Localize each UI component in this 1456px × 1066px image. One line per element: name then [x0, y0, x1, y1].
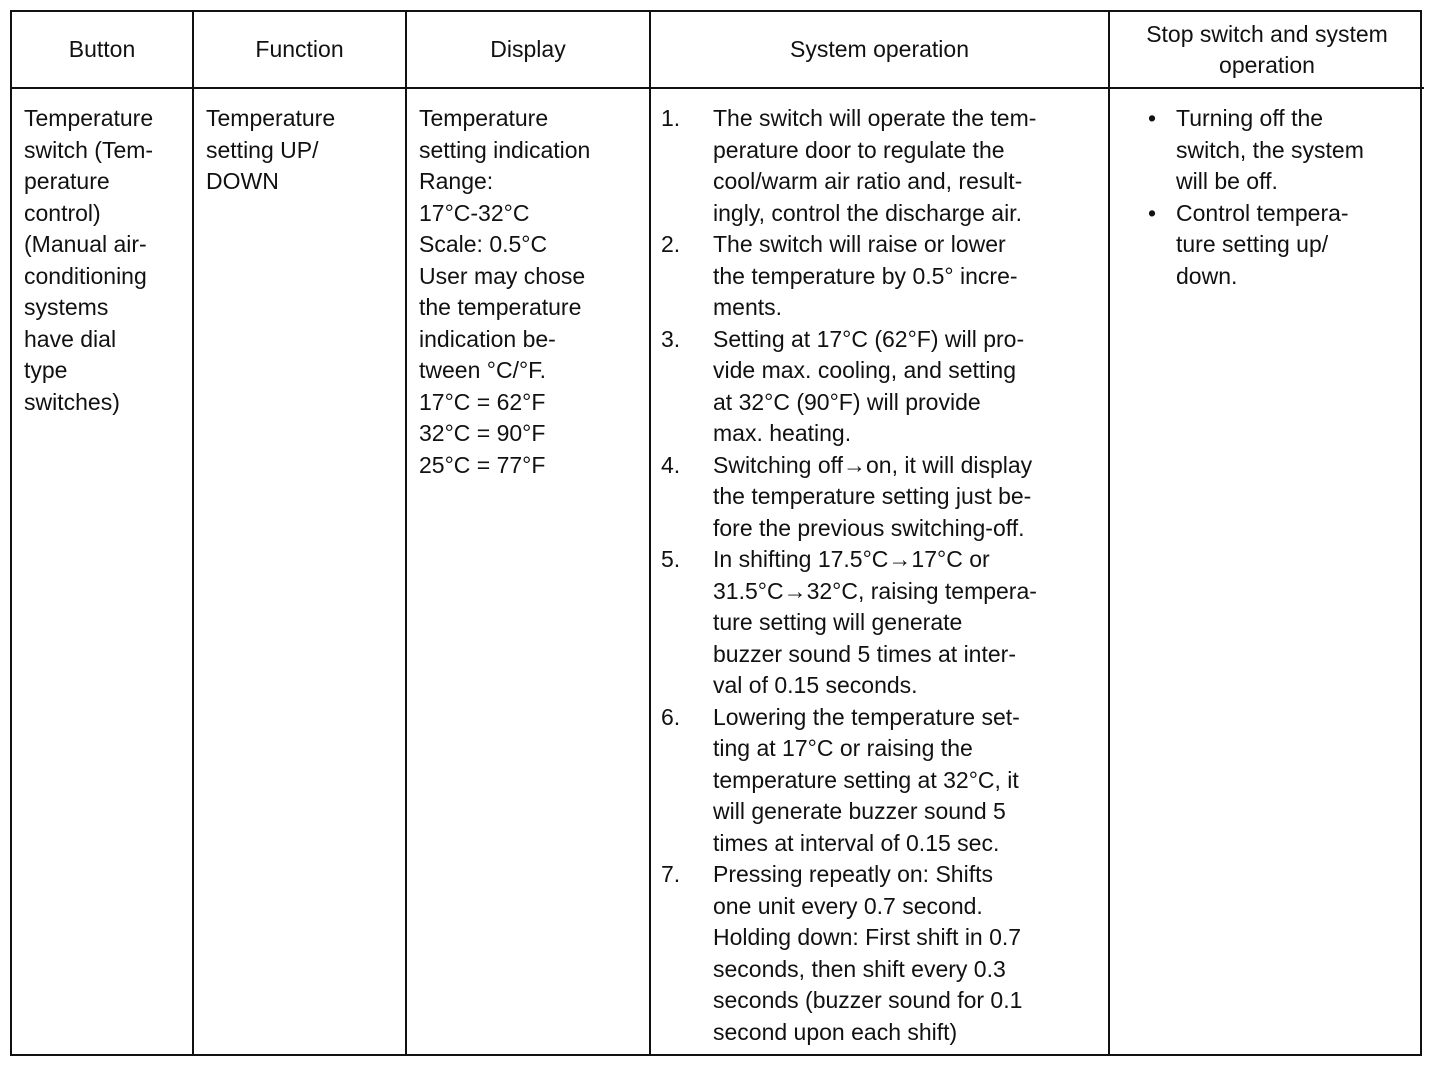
display-text-line: Temperature	[419, 105, 549, 131]
system-operation-list	[651, 89, 1108, 1048]
operation-text-line: Setting at 17°C (62°F) will pro-	[713, 325, 1025, 352]
display-cell	[406, 88, 650, 1054]
display-text-line: Range:	[419, 168, 494, 194]
stop-switch-text	[1176, 103, 1364, 198]
operation-text-line: second upon each shift)	[713, 1018, 958, 1045]
stop-switch-text-line: down.	[1176, 262, 1238, 289]
operation-text-line: at 32°C (90°F) will provide	[713, 388, 981, 415]
operation-text-line: ments.	[713, 294, 783, 320]
temperature-switch-table	[12, 12, 1424, 1054]
stop-switch-text-line: Turning off the	[1176, 105, 1324, 131]
display-text-line: User may chose	[419, 262, 586, 289]
operation-text-line: val of 0.15 seconds.	[713, 672, 918, 698]
stop-switch-cell	[1109, 88, 1424, 1054]
button-text-line: type	[24, 357, 68, 383]
stop-switch-text	[1176, 198, 1349, 293]
function-text	[194, 89, 405, 198]
operation-text-line: The switch will raise or lower	[713, 231, 1006, 257]
display-text-line: Scale: 0.5°C	[419, 231, 548, 257]
operation-number: 2.	[661, 231, 681, 257]
button-text-line: switches)	[24, 388, 120, 415]
button-text-line: perature	[24, 168, 110, 194]
display-text-line: 25°C = 77°F	[419, 451, 546, 478]
function-text-line: Temperature	[206, 105, 336, 131]
operation-number: 4.	[661, 451, 681, 478]
operation-item	[661, 324, 1102, 450]
button-text-line: conditioning	[24, 262, 147, 289]
header-stop-switch-line-1: Stop switch and system	[1146, 20, 1388, 47]
display-text-line: 17°C-32°C	[419, 199, 530, 226]
operation-text-line: the temperature setting just be-	[713, 483, 1032, 509]
operation-text-line: In shifting 17.5°C→17°C or	[713, 546, 990, 572]
button-cell	[12, 88, 193, 1054]
operation-text-line: fore the previous switching-off.	[713, 514, 1025, 541]
button-text-line: Temperature	[24, 105, 154, 131]
header-stop-switch-line-2: operation	[1219, 51, 1315, 78]
operation-text-line: cool/warm air ratio and, result-	[713, 168, 1023, 194]
button-text-line: have dial	[24, 325, 117, 352]
button-text-line: (Manual air-	[24, 231, 147, 257]
operation-text-line: Pressing repeatly on: Shifts	[713, 861, 993, 887]
operation-text	[713, 324, 1024, 450]
operation-number: 6.	[661, 703, 681, 730]
operation-item	[661, 544, 1102, 702]
stop-switch-list	[1110, 89, 1424, 292]
header-function: Function	[193, 12, 406, 88]
operation-text	[713, 859, 1022, 1048]
operation-item	[661, 859, 1102, 1048]
stop-switch-text-line: will be off.	[1176, 168, 1278, 194]
operation-text-line: temperature setting at 32°C, it	[713, 766, 1019, 793]
operation-text-line: perature door to regulate the	[713, 136, 1005, 163]
operation-text	[713, 103, 1036, 229]
operation-number: 5.	[661, 546, 681, 572]
operation-item	[661, 702, 1102, 860]
operation-text	[713, 702, 1020, 860]
operation-text-line: vide max. cooling, and setting	[713, 357, 1017, 383]
operation-number: 1.	[661, 105, 681, 131]
display-text-line: setting indication	[419, 136, 591, 163]
header-system-operation: System operation	[650, 12, 1109, 88]
operation-number: 3.	[661, 325, 681, 352]
operation-text	[713, 450, 1032, 545]
operation-text	[713, 544, 1037, 702]
operation-text-line: ingly, control the discharge air.	[713, 199, 1022, 226]
operation-text-line: ture setting will generate	[713, 609, 963, 635]
operation-text-line: Holding down: First shift in 0.7	[713, 924, 1022, 950]
function-cell	[193, 88, 406, 1054]
spec-sheet	[10, 10, 1422, 1056]
button-text	[12, 89, 192, 418]
stop-switch-text-line: Control tempera-	[1176, 199, 1349, 226]
bullet-icon: •	[1148, 199, 1157, 226]
operation-item	[661, 450, 1102, 545]
operation-text-line: Switching off→on, it will display	[713, 451, 1033, 478]
button-text-line: control)	[24, 199, 101, 226]
operation-text	[713, 229, 1018, 324]
operation-item	[661, 103, 1102, 229]
display-text-line: the temperature	[419, 294, 582, 320]
operation-text-line: The switch will operate the tem-	[713, 105, 1037, 131]
header-button: Button	[12, 12, 193, 88]
operation-text-line: seconds (buzzer sound for 0.1	[713, 987, 1023, 1013]
display-text	[407, 89, 649, 481]
operation-text-line: one unit every 0.7 second.	[713, 892, 983, 919]
header-row	[12, 12, 1424, 88]
function-text-line: DOWN	[206, 168, 279, 194]
button-text-line: systems	[24, 294, 109, 320]
table-row	[12, 88, 1424, 1054]
operation-text-line: 31.5°C→32°C, raising tempera-	[713, 577, 1037, 604]
display-text-line: indication be-	[419, 325, 556, 352]
operation-number: 7.	[661, 861, 681, 887]
header-display: Display	[406, 12, 650, 88]
operation-text-line: ting at 17°C or raising the	[713, 735, 973, 761]
operation-text-line: max. heating.	[713, 420, 852, 446]
operation-text-line: Lowering the temperature set-	[713, 703, 1020, 730]
operation-text-line: times at interval of 0.15 sec.	[713, 829, 1000, 856]
display-text-line: 17°C = 62°F	[419, 388, 546, 415]
operation-text-line: the temperature by 0.5° incre-	[713, 262, 1018, 289]
stop-switch-text-line: switch, the system	[1176, 136, 1364, 163]
header-stop-switch	[1109, 12, 1424, 88]
bullet-icon: •	[1148, 105, 1157, 131]
function-text-line: setting UP/	[206, 136, 319, 163]
system-operation-cell	[650, 88, 1109, 1054]
stop-switch-item	[1148, 103, 1416, 198]
operation-text-line: will generate buzzer sound 5	[713, 798, 1006, 824]
operation-text-line: seconds, then shift every 0.3	[713, 955, 1006, 982]
stop-switch-text-line: ture setting up/	[1176, 231, 1329, 257]
stop-switch-item	[1148, 198, 1416, 293]
button-text-line: switch (Tem-	[24, 136, 154, 163]
operation-item	[661, 229, 1102, 324]
operation-text-line: buzzer sound 5 times at inter-	[713, 640, 1016, 667]
display-text-line: tween °C/°F.	[419, 357, 547, 383]
display-text-line: 32°C = 90°F	[419, 420, 546, 446]
